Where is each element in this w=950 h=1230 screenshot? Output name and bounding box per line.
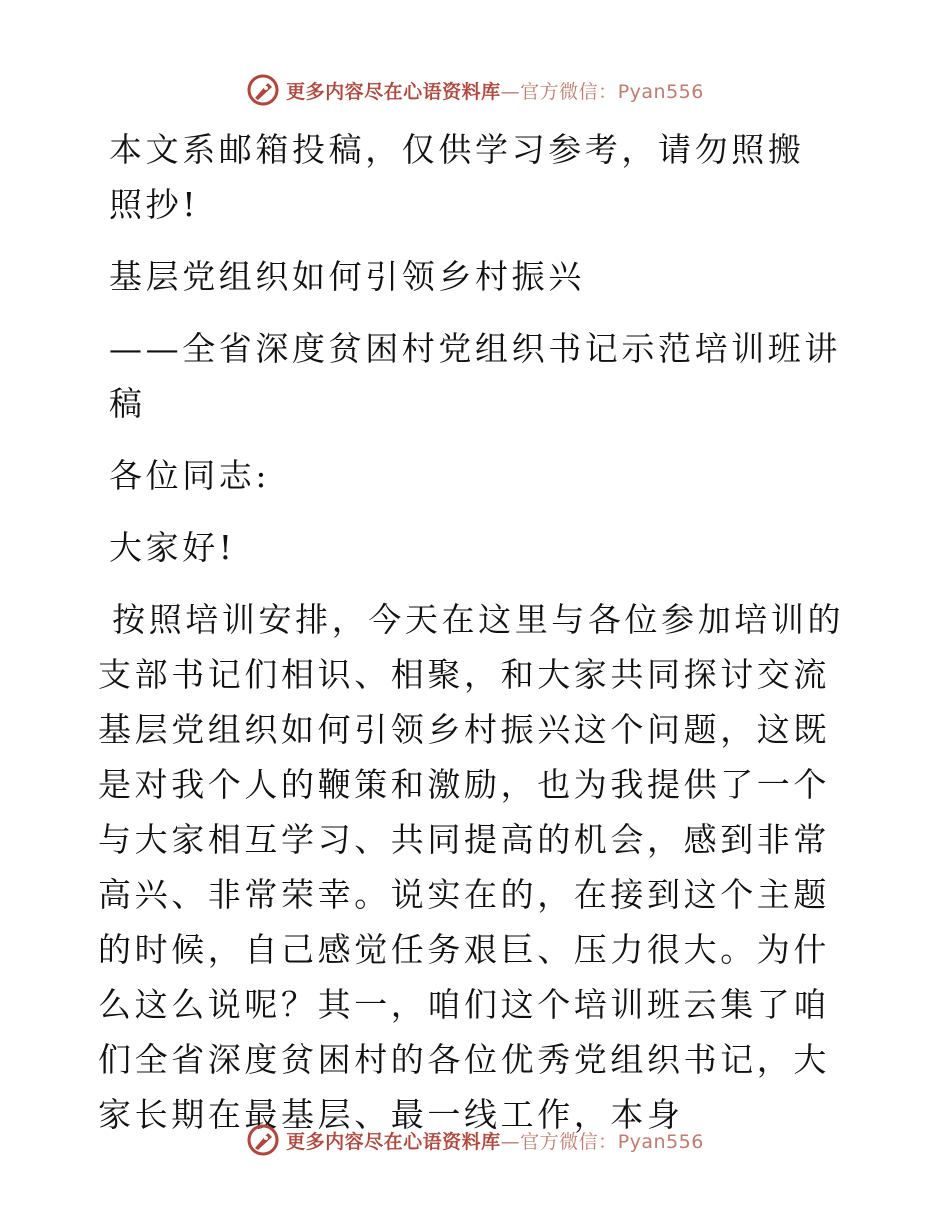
pen-nib-logo-icon — [246, 73, 280, 107]
body-indent — [98, 600, 112, 639]
watermark-separator: — — [500, 80, 521, 103]
salutation: 各位同志: — [109, 456, 271, 495]
watermark-site: 更多内容尽在心语资料库 — [286, 1130, 501, 1153]
pen-nib-logo-icon — [246, 1123, 280, 1157]
watermark-wechat-label: 官方微信： — [520, 80, 618, 103]
watermark-wechat-id: Pyan556 — [617, 1130, 704, 1153]
document-subtitle: ——全省深度贫困村党组织书记示范培训班讲稿 — [109, 329, 841, 423]
footer-watermark — [0, 1120, 950, 1160]
watermark-text — [286, 77, 704, 104]
watermark-text — [286, 1127, 704, 1154]
body-text: 按照培训安排，今天在这里与各位参加培训的支部书记们相识、相聚，和大家共同探讨交流基层党组织如何引领乡村振兴这个问题，这既是对我个人的鞭策和激励，也为我提供了一个与大家相互学习、共同提高的机会，感到非常高兴、非常荣幸。说实在的，在接到这个主题的时候，自己感觉任务艰巨、压力很大。为什么这么说呢？其一，咱们这个培训班云集了咱们全省深度贫困村的各位优秀党组织书记，大家长期在最基层、最一线工作，本身 — [98, 600, 845, 1134]
watermark-separator: — — [500, 1130, 521, 1153]
watermark-wechat-label: 官方微信： — [520, 1130, 618, 1153]
document-title: 基层党组织如何引领乡村振兴 — [109, 257, 585, 296]
notice-paragraph: 本文系邮箱投稿，仅供学习参考，请勿照搬照抄! — [109, 130, 805, 224]
header-watermark — [0, 70, 950, 110]
greeting: 大家好! — [109, 528, 236, 567]
watermark-site: 更多内容尽在心语资料库 — [286, 80, 501, 103]
document-body — [98, 122, 853, 1142]
body-paragraph — [98, 592, 853, 1142]
watermark-wechat-id: Pyan556 — [617, 80, 704, 103]
